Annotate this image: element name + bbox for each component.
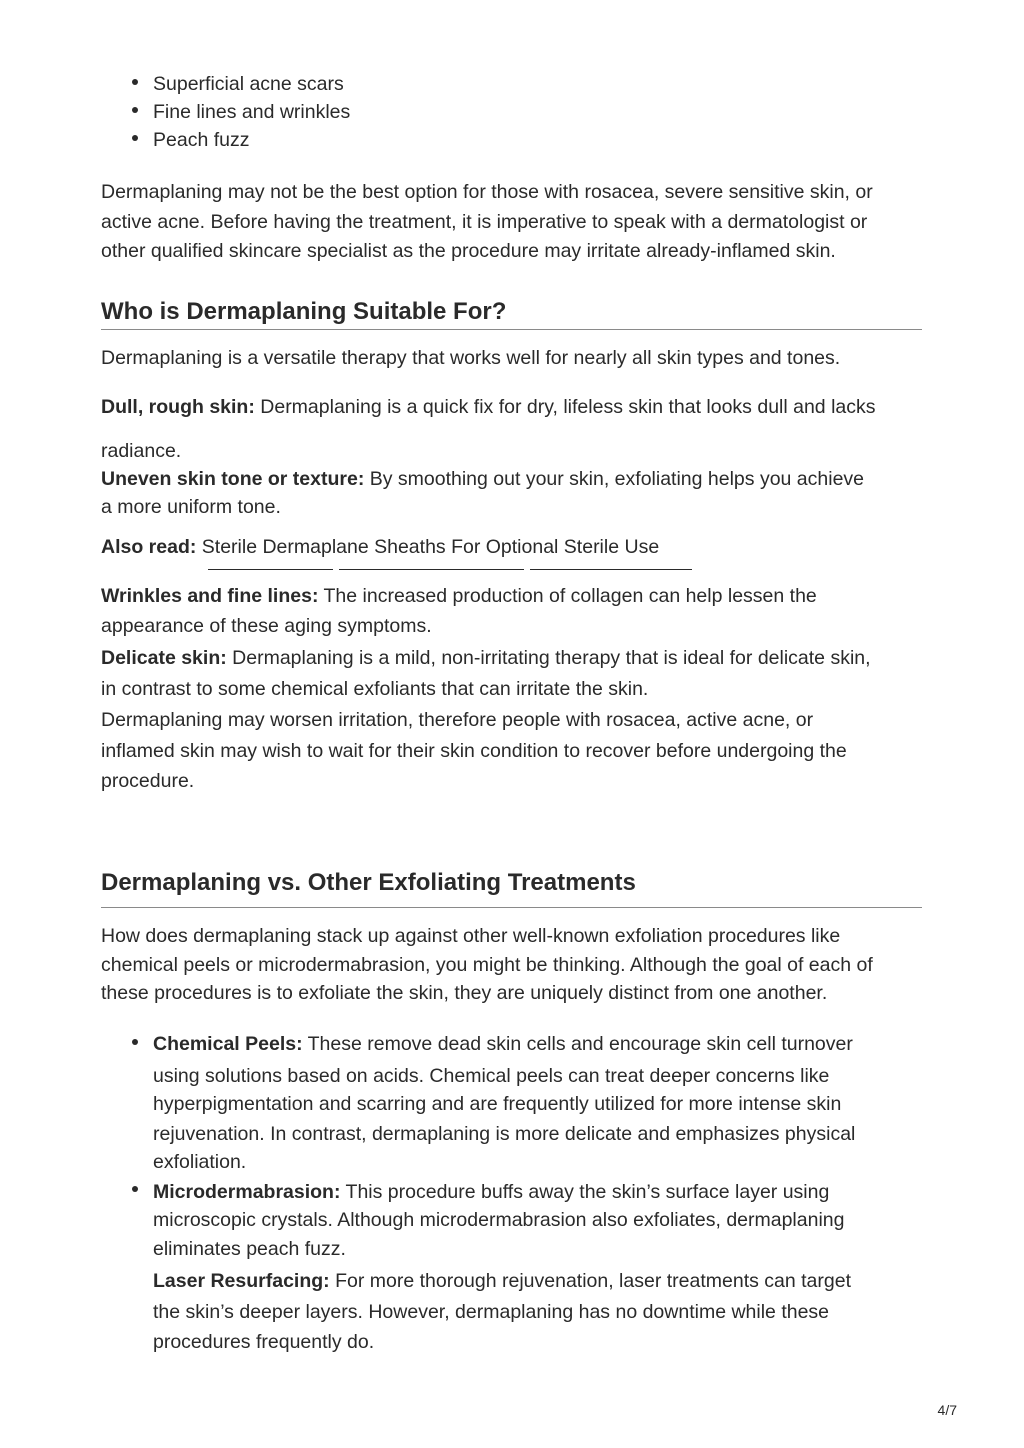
list-item-line: using solutions based on acids. Chemical peels can treat deeper concerns like <box>153 1065 830 1087</box>
list-item-line: rejuvenation. In contrast, dermaplaning is more delicate and emphasizes physical <box>153 1123 856 1145</box>
bullet-icon <box>132 107 138 113</box>
bullet-icon <box>132 135 138 141</box>
paragraph-line: Dermaplaning may not be the best option for those with rosacea, severe sensitive skin, or <box>101 181 873 203</box>
list-item: Peach fuzz <box>153 129 250 151</box>
list-item-line: microscopic crystals. Although microdermabrasion also exfoliates, dermaplaning <box>153 1209 845 1231</box>
paragraph-line: in contrast to some chemical exfoliants that can irritate the skin. <box>101 678 649 700</box>
also-read-line <box>101 532 659 562</box>
section-heading: Dermaplaning vs. Other Exfoliating Treatments <box>101 869 636 896</box>
heading-divider <box>101 907 922 908</box>
paragraph-line: inflamed skin may wish to wait for their skin condition to recover before undergoing the <box>101 740 847 762</box>
microdermabrasion-text: This procedure buffs away the skin’s surface layer using <box>340 1181 830 1203</box>
paragraph-line: How does dermaplaning stack up against other well-known exfoliation procedures like <box>101 925 841 947</box>
dull-skin-line <box>101 392 876 422</box>
list-item-line: exfoliation. <box>153 1151 247 1173</box>
list-item-line: the skin’s deeper layers. However, dermaplaning has no downtime while these <box>153 1301 830 1323</box>
uneven-skin-line <box>101 464 864 494</box>
dull-skin-label: Dull, rough skin: <box>101 396 255 418</box>
bullet-icon <box>132 1039 138 1045</box>
paragraph-line: appearance of these aging symptoms. <box>101 615 432 637</box>
uneven-skin-text: By smoothing out your skin, exfoliating helps you achieve <box>364 468 865 490</box>
paragraph-line: active acne. Before having the treatment, it is imperative to speak with a dermatologist or <box>101 211 868 233</box>
also-read-label: Also read: <box>101 536 197 558</box>
link-underline <box>339 569 524 570</box>
wrinkles-text: The increased production of collagen can help lessen the <box>318 585 817 607</box>
delicate-skin-text: Dermaplaning is a mild, non-irritating therapy that is ideal for delicate skin, <box>226 647 871 669</box>
laser-resurfacing-label: Laser Resurfacing: <box>153 1270 330 1292</box>
wrinkles-label: Wrinkles and fine lines: <box>101 585 319 607</box>
uneven-skin-label: Uneven skin tone or texture: <box>101 468 365 490</box>
paragraph-line: these procedures is to exfoliate the skin, they are uniquely distinct from one another. <box>101 982 828 1004</box>
microdermabrasion-line <box>153 1177 829 1207</box>
paragraph-line: radiance. <box>101 440 182 462</box>
link-underline <box>530 569 692 570</box>
dull-skin-text: Dermaplaning is a quick fix for dry, lifeless skin that looks dull and lacks <box>254 396 876 418</box>
delicate-skin-line <box>101 643 871 673</box>
paragraph-line: chemical peels or microdermabrasion, you might be thinking. Although the goal of each of <box>101 954 873 976</box>
paragraph-line: procedure. <box>101 770 195 792</box>
microdermabrasion-label: Microdermabrasion: <box>153 1181 341 1203</box>
list-item: Fine lines and wrinkles <box>153 101 351 123</box>
also-read-link[interactable]: Sterile Dermaplane Sheaths For Optional Sterile Use <box>201 536 660 558</box>
list-item: Superficial acne scars <box>153 73 344 95</box>
section-heading: Who is Dermaplaning Suitable For? <box>101 298 507 325</box>
chemical-peels-line <box>153 1029 853 1059</box>
chemical-peels-label: Chemical Peels: <box>153 1033 303 1055</box>
list-item-line: eliminates peach fuzz. <box>153 1238 346 1260</box>
laser-resurfacing-line <box>153 1266 851 1296</box>
list-item-line: hyperpigmentation and scarring and are frequently utilized for more intense skin <box>153 1093 842 1115</box>
heading-divider <box>101 329 922 330</box>
delicate-skin-label: Delicate skin: <box>101 647 227 669</box>
link-underline <box>208 569 333 570</box>
paragraph-line: a more uniform tone. <box>101 496 281 518</box>
bullet-icon <box>132 79 138 85</box>
bullet-icon <box>132 1186 138 1192</box>
paragraph-line: Dermaplaning is a versatile therapy that works well for nearly all skin types and tones. <box>101 347 841 369</box>
paragraph-line: other qualified skincare specialist as the procedure may irritate already-inflamed skin. <box>101 240 836 262</box>
paragraph-line: Dermaplaning may worsen irritation, therefore people with rosacea, active acne, or <box>101 709 814 731</box>
page-number: 4/7 <box>937 1402 957 1418</box>
laser-resurfacing-text: For more thorough rejuvenation, laser treatments can target <box>329 1270 852 1292</box>
chemical-peels-text: These remove dead skin cells and encourage skin cell turnover <box>302 1033 853 1055</box>
wrinkles-line <box>101 581 817 611</box>
list-item-line: procedures frequently do. <box>153 1331 375 1353</box>
